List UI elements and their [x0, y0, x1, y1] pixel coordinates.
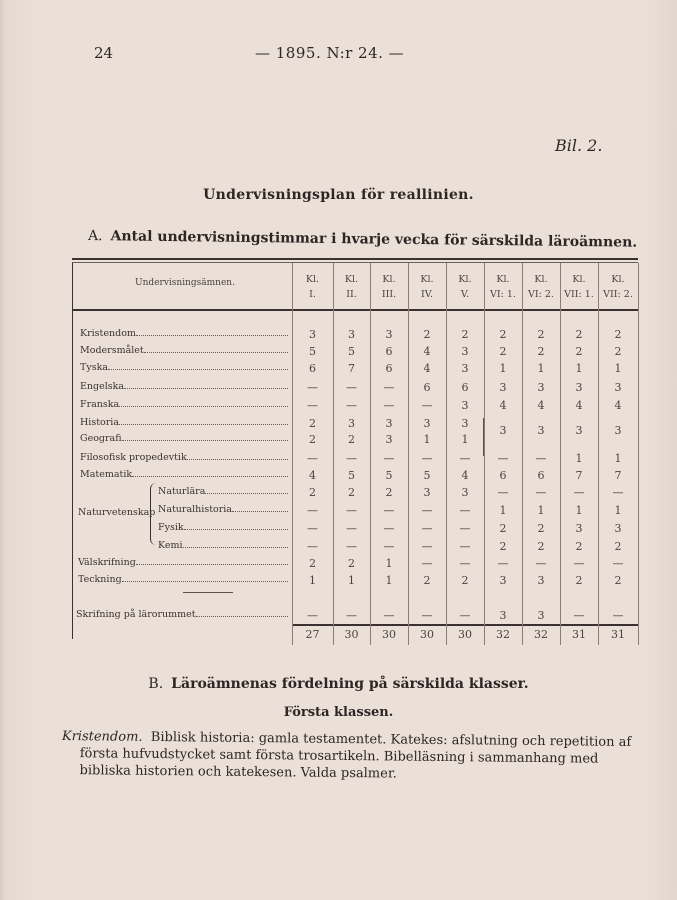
- table-cell: 3: [385, 417, 393, 430]
- group-label-naturvetenskap: Naturvetenskap: [78, 507, 156, 518]
- column-header-line1: Kl.: [611, 274, 625, 285]
- table-cell: —: [497, 557, 509, 570]
- table-cell: 3: [461, 399, 469, 412]
- table-cell: —: [497, 486, 509, 499]
- section-a-letter: A.: [87, 228, 103, 245]
- column-total: 30: [382, 628, 396, 641]
- table-cell: 2: [309, 433, 316, 446]
- table-cell: 3: [537, 381, 545, 394]
- column-total: 32: [534, 628, 548, 641]
- table-cell: 6: [423, 381, 431, 394]
- paragraph-keyword: Kristendom.: [61, 728, 143, 745]
- dot-leader: [108, 361, 288, 370]
- table-cell: 2: [348, 433, 355, 446]
- column-total: 31: [572, 628, 586, 641]
- dot-leader: [122, 573, 288, 582]
- table-cell: —: [307, 609, 318, 622]
- table-cell: 3: [385, 328, 393, 341]
- table-cell: 1: [614, 362, 622, 375]
- table-cell: 3: [575, 381, 583, 394]
- section-a-text: Antal undervisningstimmar i hvarje vecka för särskilda läroämnen.: [110, 228, 638, 251]
- column-header-line1: Kl.: [534, 274, 548, 285]
- paragraph-line-1: Biblisk historia: gamla testamentet. Katekes: afslutning och repetition af: [150, 729, 632, 750]
- column-header-line2: III.: [381, 289, 397, 300]
- table-cell: 1: [614, 504, 622, 517]
- subject-name: Tyska: [80, 362, 108, 373]
- table-cell: —: [421, 540, 433, 553]
- subject-label: [80, 344, 288, 356]
- table-cell: 3: [461, 417, 469, 430]
- class-subheading: Första klassen.: [283, 705, 394, 720]
- column-header-line2: II.: [346, 289, 357, 300]
- table-cell: 3: [499, 381, 507, 394]
- table-top-rule: [72, 258, 638, 260]
- table-cell: 3: [614, 522, 622, 535]
- table-cell: 5: [348, 345, 355, 358]
- table-cell: —: [421, 557, 433, 570]
- table-cell: 4: [423, 362, 431, 375]
- dot-leader: [119, 416, 288, 425]
- table-cell: —: [421, 609, 433, 622]
- column-total: 32: [496, 628, 510, 641]
- dot-leader: [136, 327, 288, 336]
- dot-leader: [183, 539, 288, 548]
- table-cell: 7: [614, 469, 622, 482]
- table-cell: 1: [309, 574, 316, 587]
- table-column-rule: [638, 263, 639, 645]
- subject-label: [80, 468, 288, 480]
- subject-label: [78, 556, 288, 568]
- paragraph-line-3: bibliska historien och katekesen. Valda psalmer.: [79, 763, 397, 782]
- table-cell: —: [307, 399, 318, 412]
- subject-name: Teckning: [78, 574, 122, 585]
- table-cell: —: [346, 540, 357, 553]
- subject-name: Franska: [80, 399, 120, 410]
- appendix-label: Bil. 2.: [555, 136, 603, 155]
- table-cell: 4: [423, 345, 431, 358]
- column-total: 31: [611, 628, 625, 641]
- table-cell: 1: [423, 433, 431, 446]
- table-cell: 2: [614, 345, 622, 358]
- table-cell: 6: [499, 469, 507, 482]
- table-cell: 1: [575, 452, 583, 465]
- table-cell: 6: [385, 362, 393, 375]
- table-cell: 2: [575, 574, 583, 587]
- subject-label: [158, 485, 288, 497]
- table-cell: —: [346, 522, 357, 535]
- table-cell: —: [307, 522, 318, 535]
- subject-name: Matematik: [80, 469, 133, 480]
- column-header-line1: Kl.: [382, 274, 396, 285]
- table-cell: —: [612, 609, 624, 622]
- table-cell: 2: [423, 574, 431, 587]
- table-cell: 2: [499, 345, 507, 358]
- table-cell: —: [459, 452, 471, 465]
- table-cell: 5: [309, 345, 316, 358]
- document-title: Undervisningsplan för reallinien.: [203, 187, 474, 203]
- table-cell: 2: [461, 574, 469, 587]
- subject-label: [158, 521, 288, 533]
- table-cell: 3: [348, 328, 355, 341]
- subject-label: [76, 608, 288, 620]
- table-cell: 3: [461, 362, 469, 375]
- column-total: 30: [344, 628, 359, 641]
- table-cell: 5: [423, 469, 431, 482]
- subject-column-header: Undervisningsämnen.: [135, 278, 235, 288]
- table-cell: —: [383, 609, 395, 622]
- table-cell: —: [383, 504, 395, 517]
- subject-name: Kristendom: [80, 328, 136, 339]
- table-cell: 1: [385, 574, 393, 587]
- table-cell: 3: [499, 424, 507, 437]
- table-cell: 2: [385, 486, 393, 499]
- dot-leader: [144, 344, 288, 353]
- separator-short-rule: [183, 592, 233, 593]
- table-cell: 2: [575, 345, 583, 358]
- column-header-line1: Kl.: [496, 274, 510, 285]
- table-cell: —: [497, 452, 509, 465]
- table-cell: 6: [537, 469, 545, 482]
- column-header-line2: I.: [309, 289, 316, 300]
- table-cell: 2: [309, 417, 316, 430]
- table-cell: 7: [575, 469, 583, 482]
- table-cell: 6: [309, 362, 316, 375]
- table-cell: —: [573, 609, 585, 622]
- table-cell: 3: [537, 574, 545, 587]
- section-b-text: Läroämnenas fördelning på särskilda klasser.: [171, 676, 529, 692]
- dot-leader: [122, 432, 288, 441]
- column-header-line2: VI: 1.: [490, 289, 516, 300]
- subject-name: Fysik: [158, 522, 184, 533]
- table-cell: 6: [385, 345, 393, 358]
- dot-leader: [132, 468, 288, 477]
- subject-label: [80, 327, 288, 339]
- table-cell: 2: [461, 328, 469, 341]
- column-header: [598, 272, 638, 302]
- dot-leader: [124, 380, 288, 389]
- table-cell: 3: [309, 328, 316, 341]
- subject-name: Geografi: [80, 433, 122, 444]
- table-cell: 1: [575, 504, 583, 517]
- subject-name: Engelska: [80, 381, 125, 392]
- column-header: [333, 272, 370, 302]
- table-cell: 2: [309, 486, 316, 499]
- paragraph-line-2: första hufvudstycket samt första trosartikeln. Bibelläsning i sammanhang med: [79, 746, 599, 767]
- table-cell: 3: [537, 609, 545, 622]
- table-cell: 1: [499, 362, 507, 375]
- subject-label: [80, 380, 288, 392]
- table-cell: —: [459, 609, 471, 622]
- subject-name: Modersmålet: [80, 345, 144, 356]
- table-cell: 3: [537, 424, 545, 437]
- table-cell: 3: [385, 433, 393, 446]
- table-cell: —: [535, 557, 547, 570]
- table-cell: —: [612, 557, 624, 570]
- table-cell: 2: [423, 328, 431, 341]
- table-cell: 4: [575, 399, 583, 412]
- column-header-line2: IV.: [421, 289, 433, 300]
- table-cell: 5: [348, 469, 355, 482]
- header-bottom-rule: [72, 309, 638, 311]
- column-total: 30: [458, 628, 472, 641]
- dot-leader: [196, 608, 288, 617]
- table-cell: 3: [614, 381, 622, 394]
- dot-leader: [184, 521, 288, 530]
- table-cell: 2: [614, 574, 622, 587]
- subject-name: Historia: [80, 417, 119, 428]
- table-cell: —: [459, 540, 471, 553]
- subject-label: [80, 416, 288, 428]
- column-header-line2: VII: 1.: [564, 289, 594, 300]
- table-cell: —: [612, 486, 624, 499]
- table-cell: 3: [461, 486, 469, 499]
- table-cell: 2: [499, 328, 507, 341]
- subject-label: [80, 432, 288, 444]
- table-cell: 2: [614, 540, 622, 553]
- table-cell: 1: [614, 452, 622, 465]
- column-header-line1: Kl.: [305, 274, 320, 285]
- subject-label: [80, 361, 288, 373]
- table-cell: 6: [461, 381, 469, 394]
- table-cell: 2: [575, 540, 583, 553]
- column-header-line2: VII: 2.: [603, 289, 633, 300]
- table-cell: 2: [309, 557, 316, 570]
- historia-geografi-brace-line: [483, 418, 484, 456]
- table-cell: —: [346, 609, 357, 622]
- table-column-rule: [72, 263, 73, 639]
- table-cell: —: [383, 540, 395, 553]
- table-cell: —: [421, 522, 433, 535]
- table-cell: 1: [385, 557, 393, 570]
- table-cell: 1: [537, 504, 545, 517]
- table-cell: 3: [499, 609, 507, 622]
- table-cell: —: [307, 504, 318, 517]
- table-cell: 2: [537, 328, 545, 341]
- table-cell: 2: [614, 328, 622, 341]
- dot-leader: [136, 556, 288, 565]
- column-header: [522, 272, 560, 302]
- subject-name: Välskrifning: [78, 557, 136, 568]
- table-cell: 3: [423, 486, 431, 499]
- table-cell: 2: [537, 345, 545, 358]
- table-cell: —: [307, 381, 318, 394]
- table-cell: —: [459, 504, 471, 517]
- section-b-heading: [0, 676, 677, 692]
- page-number: 24: [94, 44, 114, 62]
- section-b-letter: B.: [148, 676, 164, 692]
- table-cell: —: [421, 399, 433, 412]
- table-cell: 2: [348, 557, 355, 570]
- table-cell: 5: [385, 469, 393, 482]
- table-cell: —: [383, 381, 395, 394]
- column-header: [408, 272, 446, 302]
- table-cell: 4: [537, 399, 545, 412]
- column-header-line2: VI: 2.: [528, 289, 554, 300]
- table-cell: —: [346, 452, 357, 465]
- subject-label: [158, 503, 288, 515]
- table-cell: 2: [537, 540, 545, 553]
- table-cell: 1: [499, 504, 507, 517]
- table-cell: 2: [348, 486, 355, 499]
- subject-name: Skrifning på lärorummet: [76, 609, 196, 620]
- table-cell: —: [459, 557, 471, 570]
- table-cell: 3: [499, 574, 507, 587]
- table-cell: —: [346, 399, 357, 412]
- subject-name: Kemi: [158, 540, 183, 551]
- column-header: [484, 272, 522, 302]
- table-cell: —: [573, 557, 585, 570]
- column-total: 30: [420, 628, 434, 641]
- table-cell: —: [346, 504, 357, 517]
- column-header-line1: Kl.: [420, 274, 434, 285]
- table-cell: —: [383, 522, 395, 535]
- table-cell: —: [346, 381, 357, 394]
- table-cell: 2: [499, 540, 507, 553]
- column-header: [292, 272, 333, 302]
- table-cell: —: [535, 486, 547, 499]
- naturvetenskap-brace: [150, 483, 156, 545]
- table-cell: 3: [575, 424, 583, 437]
- column-header: [370, 272, 408, 302]
- table-cell: 4: [614, 399, 622, 412]
- table-cell: 3: [575, 522, 583, 535]
- table-cell: —: [421, 504, 433, 517]
- dot-leader: [205, 485, 288, 494]
- table-cell: 1: [461, 433, 469, 446]
- subject-label: [158, 539, 288, 551]
- column-header-line1: Kl.: [572, 274, 586, 285]
- table-cell: 1: [537, 362, 545, 375]
- subject-label: [80, 398, 288, 410]
- table-top-rule-thin: [72, 262, 638, 263]
- table-cell: 4: [309, 469, 316, 482]
- subject-name: Naturlära: [158, 486, 206, 497]
- dot-leader: [119, 398, 288, 407]
- table-cell: 3: [461, 345, 469, 358]
- table-cell: 3: [348, 417, 355, 430]
- table-cell: 2: [537, 522, 545, 535]
- column-header: [446, 272, 484, 302]
- table-cell: 4: [461, 469, 469, 482]
- table-cell: 1: [348, 574, 355, 587]
- table-cell: —: [573, 486, 585, 499]
- table-cell: 2: [499, 522, 507, 535]
- table-cell: —: [383, 399, 395, 412]
- table-cell: 3: [614, 424, 622, 437]
- dot-leader: [232, 503, 288, 512]
- column-header-line1: Kl.: [458, 274, 472, 285]
- totals-rule: [292, 624, 638, 626]
- subject-name: Filosofisk propedevtik: [80, 452, 187, 463]
- table-cell: —: [421, 452, 433, 465]
- subject-name: Naturalhistoria: [158, 504, 232, 515]
- table-cell: 2: [575, 328, 583, 341]
- dot-leader: [187, 451, 288, 460]
- table-cell: 3: [423, 417, 431, 430]
- table-cell: 7: [348, 362, 355, 375]
- running-head: — 1895. N:r 24. —: [255, 44, 405, 62]
- table-cell: —: [459, 522, 471, 535]
- subject-label: [78, 573, 288, 585]
- column-total: 27: [305, 628, 320, 641]
- kristendom-paragraph: [61, 728, 637, 785]
- table-cell: 4: [499, 399, 507, 412]
- column-header-line2: V.: [460, 289, 470, 300]
- table-cell: —: [535, 452, 547, 465]
- table-cell: —: [383, 452, 395, 465]
- column-header-line1: Kl.: [344, 274, 359, 285]
- table-cell: —: [307, 540, 318, 553]
- column-header: [560, 272, 598, 302]
- table-cell: —: [307, 452, 318, 465]
- table-cell: 1: [575, 362, 583, 375]
- subject-label: [80, 451, 288, 463]
